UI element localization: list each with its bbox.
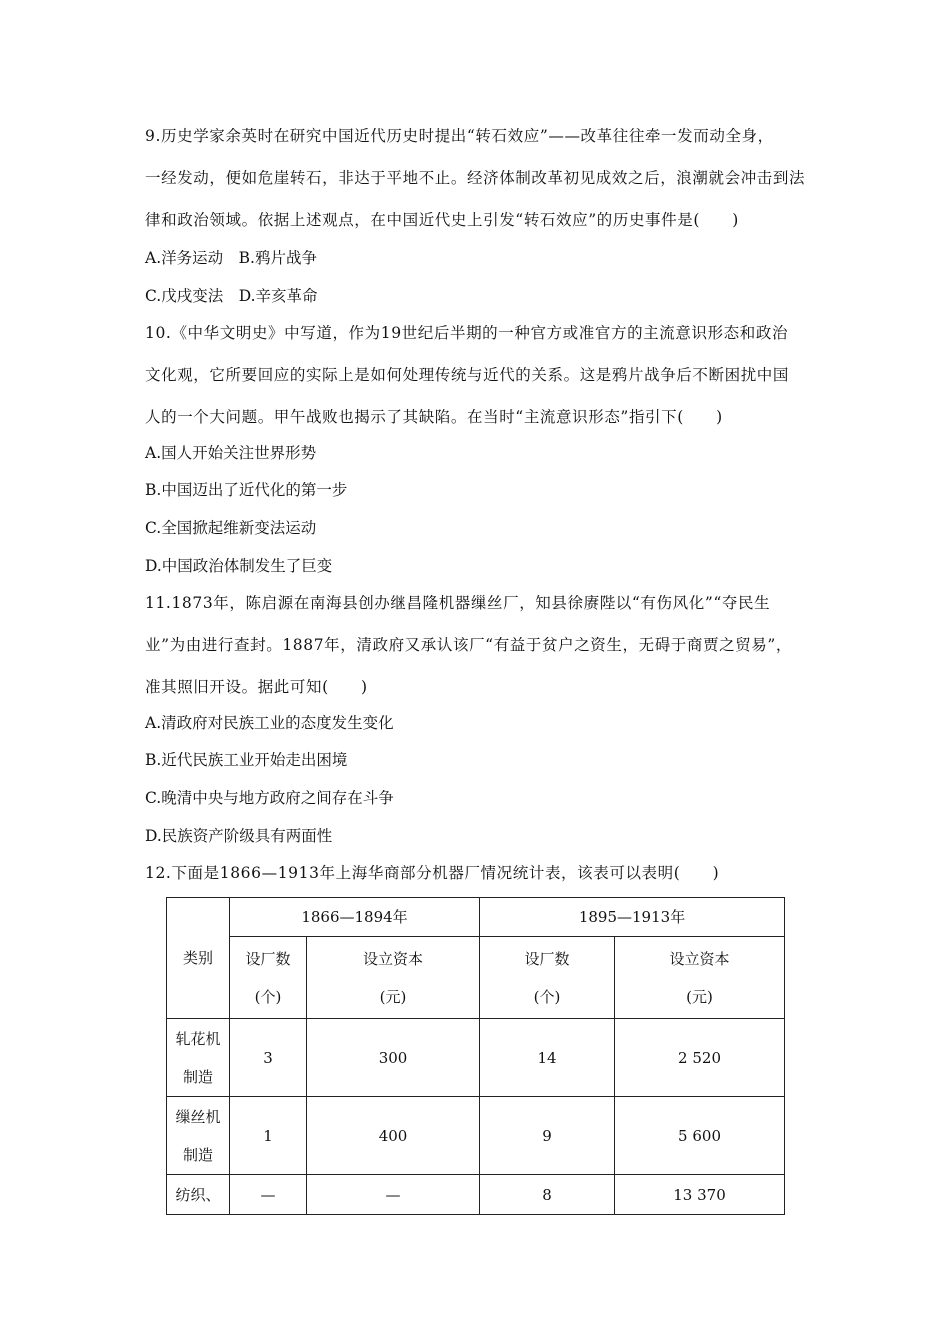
table-cell: 400 xyxy=(307,1097,480,1175)
q9-option-ab: A.洋务运动 B.鸦片战争 xyxy=(145,249,317,267)
col-header-count-2: 设厂数 (个) xyxy=(480,937,615,1019)
table-cell: 8 xyxy=(480,1175,615,1215)
q11-option-a: A.清政府对民族工业的态度发生变化 xyxy=(145,714,394,732)
col-header-capital-1: 设立资本 (元) xyxy=(307,937,480,1019)
table-cell: 9 xyxy=(480,1097,615,1175)
q11-line-2: 业”为由进行查封。1887年，清政府又承认该厂“有益于贫户之资生，无碍于商贾之贸易”， xyxy=(145,636,793,654)
q11-line-3: 准其照旧开设。据此可知( ) xyxy=(145,678,368,696)
table-cell: 1 xyxy=(230,1097,307,1175)
q12-line-1: 12.下面是1866—1913年上海华商部分机器厂情况统计表，该表可以表明( ) xyxy=(145,864,720,882)
q10-option-b: B.中国迈出了近代化的第一步 xyxy=(145,481,348,499)
table-row xyxy=(167,1097,785,1175)
table-cell: 5 600 xyxy=(615,1097,785,1175)
q10-option-c: C.全国掀起维新变法运动 xyxy=(145,519,317,537)
period-header-2: 1895—1913年 xyxy=(480,898,785,937)
table-cell: 2 520 xyxy=(615,1019,785,1097)
factory-statistics-table xyxy=(166,897,785,1215)
q9-line-3: 律和政治领域。依据上述观点，在中国近代史上引发“转石效应”的历史事件是( ) xyxy=(145,211,739,229)
q10-option-d: D.中国政治体制发生了巨变 xyxy=(145,557,333,575)
q11-option-b: B.近代民族工业开始走出困境 xyxy=(145,751,348,769)
q10-line-3: 人的一个大问题。甲午战败也揭示了其缺陷。在当时“主流意识形态”指引下( ) xyxy=(145,408,723,426)
q9-option-cd: C.戊戌变法 D.辛亥革命 xyxy=(145,287,318,305)
q9-line-1: 9.历史学家余英时在研究中国近代历史时提出“转石效应”——改革往往牵一发而动全身， xyxy=(145,127,774,145)
q11-option-d: D.民族资产阶级具有两面性 xyxy=(145,827,333,845)
table-cell: 3 xyxy=(230,1019,307,1097)
table-row xyxy=(167,1175,785,1215)
q11-line-1: 11.1873年，陈启源在南海县创办继昌隆机器缫丝厂，知县徐赓陛以“有伤风化”“夺民生 xyxy=(145,594,771,612)
row-label: 纺织、 xyxy=(167,1175,230,1215)
table-row xyxy=(167,1019,785,1097)
category-header: 类别 xyxy=(167,898,230,1019)
row-label: 轧花机 制造 xyxy=(167,1019,230,1097)
table-cell: — xyxy=(230,1175,307,1215)
table-cell: 13 370 xyxy=(615,1175,785,1215)
table-cell: 300 xyxy=(307,1019,480,1097)
q10-line-2: 文化观，它所要回应的实际上是如何处理传统与近代的关系。这是鸦片战争后不断困扰中国 xyxy=(145,366,790,384)
col-header-count-1: 设厂数 (个) xyxy=(230,937,307,1019)
q10-line-1: 10.《中华文明史》中写道，作为19世纪后半期的一种官方或准官方的主流意识形态和政治 xyxy=(145,324,789,342)
q9-line-2: 一经发动，便如危崖转石，非达于平地不止。经济体制改革初见成效之后，浪潮就会冲击到法 xyxy=(145,169,806,187)
table-cell: — xyxy=(307,1175,480,1215)
table-cell: 14 xyxy=(480,1019,615,1097)
col-header-capital-2: 设立资本 (元) xyxy=(615,937,785,1019)
q10-option-a: A.国人开始关注世界形势 xyxy=(145,444,317,462)
q11-option-c: C.晚清中央与地方政府之间存在斗争 xyxy=(145,789,394,807)
period-header-1: 1866—1894年 xyxy=(230,898,480,937)
row-label: 缫丝机 制造 xyxy=(167,1097,230,1175)
